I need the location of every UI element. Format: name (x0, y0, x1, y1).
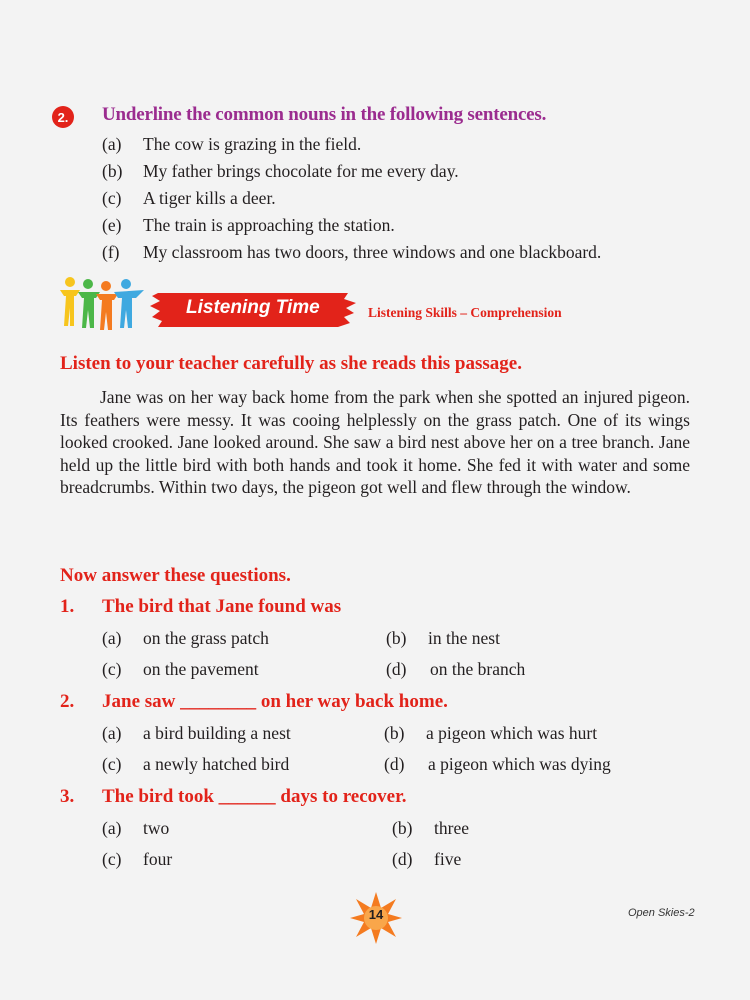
exercise-item (102, 242, 602, 263)
item-text: A tiger kills a deer. (143, 188, 276, 208)
option-label: (a) (102, 628, 122, 648)
option-label: (a) (102, 723, 122, 743)
item-label: (f) (102, 242, 120, 262)
item-text: The cow is grazing in the field. (143, 134, 362, 154)
exercise-item (102, 134, 362, 155)
option-label: (d) (392, 849, 413, 869)
option-text: four (143, 849, 173, 869)
question-number: 3. (60, 786, 75, 807)
page-number: 14 (368, 907, 384, 922)
option-text: two (143, 818, 170, 838)
option-text: a pigeon which was hurt (426, 723, 598, 743)
option-text: five (434, 849, 462, 869)
question-text: The bird that Jane found was (102, 596, 342, 617)
option-label: (c) (102, 754, 122, 774)
option-label: (a) (102, 818, 122, 838)
option-text: on the grass patch (143, 628, 269, 648)
option-text: a pigeon which was dying (428, 754, 611, 774)
passage (60, 386, 690, 499)
children-group-icon (56, 274, 152, 332)
option-text: in the nest (428, 628, 500, 648)
option-label: (b) (392, 818, 413, 838)
item-text: My classroom has two doors, three windows and one blackboard. (143, 242, 602, 262)
item-label: (c) (102, 188, 122, 208)
option-label: (c) (102, 849, 122, 869)
item-label: (e) (102, 215, 122, 235)
exercise-number-badge: 2. (52, 106, 74, 128)
exercise-item (102, 215, 395, 236)
option-label: (c) (102, 659, 122, 679)
listening-instruction: Listen to your teacher carefully as she reads this passage. (60, 353, 522, 374)
option-text: on the pavement (143, 659, 259, 679)
item-text: My father brings chocolate for me every day. (143, 161, 459, 181)
exercise-item (102, 161, 459, 182)
question-text: Jane saw ________ on her way back home. (102, 691, 448, 712)
listening-subtitle: Listening Skills – Comprehension (368, 305, 562, 320)
item-label: (b) (102, 161, 123, 181)
exercise-item (102, 188, 276, 209)
option-label: (d) (386, 659, 407, 679)
book-title: Open Skies-2 (628, 907, 695, 919)
option-text: a bird building a nest (143, 723, 291, 743)
exercise-title: Underline the common nouns in the following sentences. (102, 104, 547, 125)
option-text: three (434, 818, 469, 838)
passage-text: Jane was on her way back home from the park when she spotted an injured pigeon. Its feathers were messy. It was cooing helplessly on the grass patch. One of its wings looked crooked. Jane looked around. She saw a bird nest above her on a tree branch. Jane held up the little bird with both hands and took it home. She fed it with water and some breadcrumbs. Within two days, the pigeon got well and flew through the window. (60, 387, 690, 498)
item-label: (a) (102, 134, 122, 154)
option-text: a newly hatched bird (143, 754, 290, 774)
option-label: (b) (386, 628, 407, 648)
question-number: 1. (60, 596, 75, 617)
option-text: on the branch (430, 659, 526, 679)
listening-time-banner: Listening Time (186, 297, 320, 318)
item-text: The train is approaching the station. (143, 215, 395, 235)
questions-heading: Now answer these questions. (60, 565, 291, 586)
question-number: 2. (60, 691, 75, 712)
option-label: (d) (384, 754, 405, 774)
option-label: (b) (384, 723, 405, 743)
question-text: The bird took ______ days to recover. (102, 786, 407, 807)
